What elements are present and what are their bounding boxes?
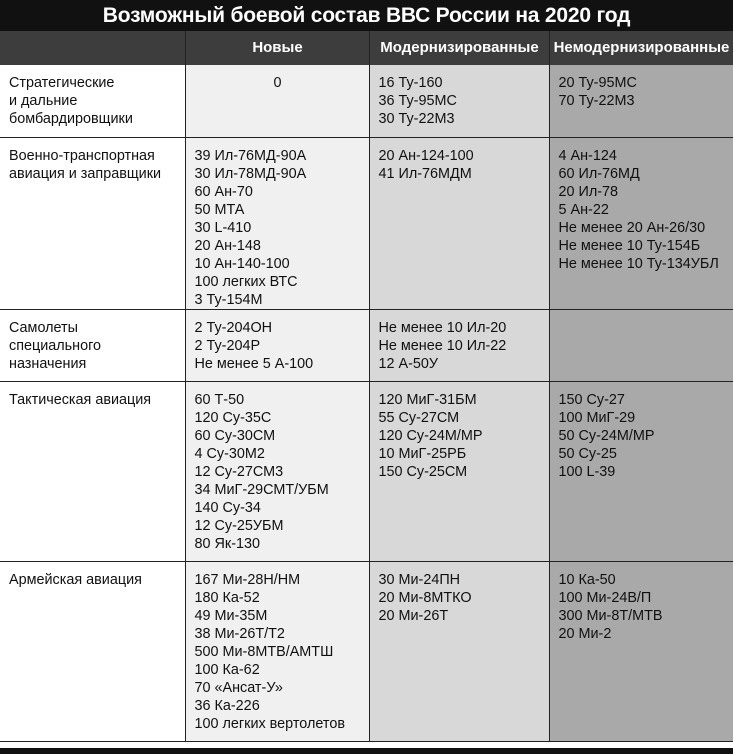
cell-line: Армейская авиация bbox=[9, 571, 142, 588]
table-row bbox=[0, 65, 733, 137]
cell-line: 10 Ка-50 bbox=[558, 571, 616, 588]
cell-line: 30 Ми-24ПН bbox=[378, 571, 461, 588]
new-cell bbox=[185, 65, 369, 137]
cell-line: Самолеты bbox=[9, 319, 78, 336]
cell-line: 12 Су-25УБМ bbox=[194, 517, 284, 534]
modernized-cell bbox=[369, 65, 549, 137]
new-cell bbox=[185, 561, 369, 741]
table-row bbox=[0, 137, 733, 309]
cell-line: 20 Ми-26Т bbox=[378, 607, 449, 624]
modernized-cell bbox=[369, 137, 549, 309]
header-modernized: Модернизированные bbox=[369, 31, 549, 65]
cell-line: авиация и заправщики bbox=[9, 165, 162, 182]
cell-line: 100 МиГ-29 bbox=[558, 409, 636, 426]
data-table bbox=[0, 65, 733, 742]
cell-line: Военно-транспортная bbox=[9, 147, 155, 164]
cell-line: 60 Ан-70 bbox=[194, 183, 253, 200]
new-cell bbox=[185, 309, 369, 381]
cell-line: 4 Су-30М2 bbox=[194, 445, 265, 462]
cell-line: 2 Ту-204ОН bbox=[194, 319, 273, 336]
cell-line: бомбардировщики bbox=[9, 111, 133, 127]
cell-line: Не менее 10 Ил-22 bbox=[378, 337, 507, 354]
cell-line: Не менее 10 Ил-20 bbox=[378, 319, 507, 336]
cell-line: 4 Ан-124 bbox=[558, 147, 617, 164]
cell-line: Не менее 10 Ту-134УБЛ bbox=[558, 255, 719, 272]
cell-line: 500 Ми-8МТВ/АМТШ bbox=[194, 643, 334, 660]
cell-line: 10 Ан-140-100 bbox=[194, 255, 290, 272]
unmodernized-cell bbox=[549, 381, 733, 561]
category-cell bbox=[0, 309, 185, 381]
header-empty bbox=[0, 31, 185, 65]
cell-line: 5 Ан-22 bbox=[558, 201, 609, 218]
category-cell bbox=[0, 381, 185, 561]
unmodernized-cell bbox=[549, 65, 733, 137]
unmodernized-cell bbox=[549, 309, 733, 381]
cell-line: 150 Су-25СМ bbox=[378, 463, 468, 480]
bottom-rule bbox=[0, 748, 733, 754]
cell-line: 60 Ил-76МД bbox=[558, 165, 640, 182]
cell-line: 50 Су-25 bbox=[558, 445, 617, 462]
cell-zero: 0 bbox=[273, 75, 282, 91]
cell-line: 120 Су-35С bbox=[194, 409, 272, 426]
cell-line: 100 Ка-62 bbox=[194, 661, 260, 678]
category-cell bbox=[0, 137, 185, 309]
cell-line: 150 Су-27 bbox=[558, 391, 625, 408]
cell-line: 50 МТА bbox=[194, 201, 245, 218]
cell-line: 80 Як-130 bbox=[194, 535, 260, 552]
cell-line: 41 Ил-76МДМ bbox=[378, 165, 472, 182]
category-cell bbox=[0, 561, 185, 741]
cell-line: 20 Ил-78 bbox=[558, 183, 619, 200]
cell-line: 55 Су-27СМ bbox=[378, 409, 460, 426]
cell-line: Не менее 20 Ан-26/30 bbox=[558, 219, 706, 236]
cell-line: 34 МиГ-29СМТ/УБМ bbox=[194, 481, 329, 498]
table-row bbox=[0, 561, 733, 741]
header-new: Новые bbox=[185, 31, 369, 65]
cell-line: 140 Су-34 bbox=[194, 499, 261, 516]
cell-line: 60 Су-30СМ bbox=[194, 427, 276, 444]
cell-line: 20 Ми-8МТКО bbox=[378, 589, 472, 606]
cell-line: 100 легких ВТС bbox=[194, 273, 298, 290]
modernized-cell bbox=[369, 381, 549, 561]
cell-line: 36 Ту-95МС bbox=[378, 93, 457, 109]
cell-line: 50 Су-24М/МР bbox=[558, 427, 655, 444]
cell-line: 70 Ту-22М3 bbox=[558, 93, 635, 109]
unmodernized-cell bbox=[549, 137, 733, 309]
cell-line: Стратегические bbox=[9, 75, 115, 91]
cell-line: 100 легких вертолетов bbox=[194, 715, 345, 732]
cell-line: 20 Ан-124-100 bbox=[378, 147, 474, 164]
category-cell bbox=[0, 65, 185, 137]
cell-line: и дальние bbox=[9, 93, 78, 109]
cell-line: специального bbox=[9, 337, 102, 354]
modernized-cell bbox=[369, 561, 549, 741]
cell-line: 20 Ан-148 bbox=[194, 237, 261, 254]
modernized-cell bbox=[369, 309, 549, 381]
cell-line: 38 Ми-26Т/Т2 bbox=[194, 625, 285, 642]
cell-line: Не менее 10 Ту-154Б bbox=[558, 237, 701, 254]
cell-line: 100 L-39 bbox=[558, 463, 616, 480]
cell-line: 180 Ка-52 bbox=[194, 589, 260, 606]
cell-line: 300 Ми-8Т/МТВ bbox=[558, 607, 663, 624]
cell-line: 39 Ил-76МД-90А bbox=[194, 147, 307, 164]
cell-line: 70 «Ансат-У» bbox=[194, 679, 283, 696]
table-title: Возможный боевой состав ВВС России на 2020 год bbox=[0, 0, 733, 31]
cell-line: 36 Ка-226 bbox=[194, 697, 260, 714]
cell-line: 20 Ми-2 bbox=[558, 625, 612, 642]
cell-line: 30 Ту-22М3 bbox=[378, 111, 455, 127]
cell-line: 16 Ту-160 bbox=[378, 75, 443, 91]
cell-line: 30 L-410 bbox=[194, 219, 252, 236]
cell-line: 100 Ми-24В/П bbox=[558, 589, 652, 606]
unmodernized-cell bbox=[549, 561, 733, 741]
cell-line: Тактическая авиация bbox=[9, 391, 152, 408]
cell-line: 167 Ми-28Н/НМ bbox=[194, 571, 301, 588]
cell-line: 12 А-50У bbox=[378, 355, 439, 372]
cell-line: 2 Ту-204Р bbox=[194, 337, 261, 354]
cell-line: 49 Ми-35М bbox=[194, 607, 268, 624]
cell-line: 60 Т-50 bbox=[194, 391, 245, 408]
cell-line: 30 Ил-78МД-90А bbox=[194, 165, 307, 182]
table-row bbox=[0, 381, 733, 561]
cell-line: Не менее 5 А-100 bbox=[194, 355, 314, 372]
cell-line: 10 МиГ-25РБ bbox=[378, 445, 467, 462]
cell-line: 20 Ту-95МС bbox=[558, 75, 637, 91]
new-cell bbox=[185, 381, 369, 561]
cell-line: назначения bbox=[9, 355, 87, 372]
cell-line: 120 МиГ-31БМ bbox=[378, 391, 477, 408]
cell-line: 12 Су-27СМ3 bbox=[194, 463, 284, 480]
header-unmodernized: Немодернизированные bbox=[549, 31, 733, 65]
new-cell bbox=[185, 137, 369, 309]
cell-line: 120 Су-24М/МР bbox=[378, 427, 483, 444]
cell-line: 3 Ту-154М bbox=[194, 291, 263, 308]
table-row bbox=[0, 309, 733, 381]
